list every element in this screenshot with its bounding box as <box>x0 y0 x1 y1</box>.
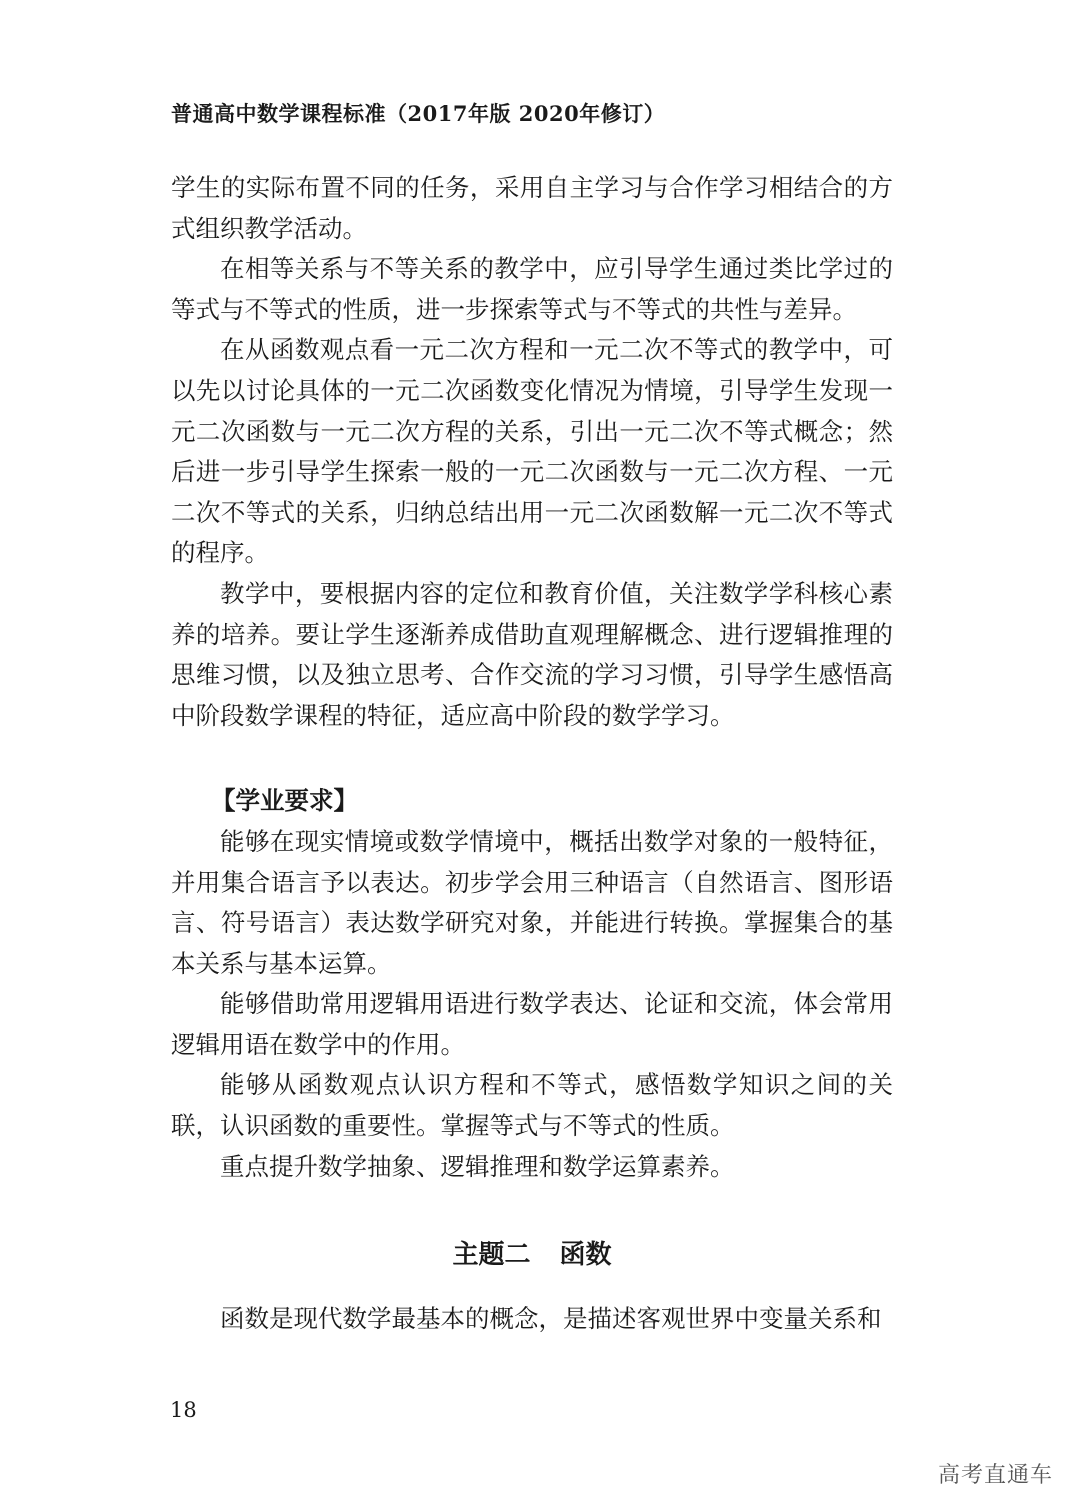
page-number: 18 <box>170 1398 197 1422</box>
paragraph: 在从函数观点看一元二次方程和一元二次不等式的教学中，可以先以讨论具体的一元二次函数变化情况为情境，引导学生发现一元二次函数与一元二次方程的关系，引出一元二次不等式概念；然后进一步引导学生探索一般的一元二次函数与一元二次方程、一元二次不等式的关系，归纳总结出用一元二次函数解一元二次不等式的程序。 <box>171 335 893 568</box>
topic-title: 主题二 函数 <box>452 1240 612 1271</box>
watermark: 高考直通车 <box>937 1463 1053 1488</box>
paragraph: 函数是现代数学最基本的概念，是描述客观世界中变量关系和 <box>220 1304 882 1334</box>
paragraph: 重点提升数学抽象、逻辑推理和数学运算素养。 <box>220 1151 735 1181</box>
page-header-title: 普通高中数学课程标准（2017年版 2020年修订） <box>171 101 666 126</box>
section-heading-academic-requirements: 【学业要求】 <box>211 786 358 816</box>
document-body <box>171 168 893 1340</box>
paragraph: 能够从函数观点认识方程和不等式，感悟数学知识之间的关联，认识函数的重要性。掌握等式与不等式的性质。 <box>171 1070 893 1141</box>
paragraph: 能够借助常用逻辑用语进行数学表达、论证和交流，体会常用逻辑用语在数学中的作用。 <box>171 989 893 1059</box>
paragraph: 在相等关系与不等关系的教学中，应引导学生通过类比学过的等式与不等式的性质，进一步探索等式与不等式的共性与差异。 <box>171 254 893 324</box>
paragraph: 教学中，要根据内容的定位和教育价值，关注数学学科核心素养的培养。要让学生逐渐养成借助直观理解概念、进行逻辑推理的思维习惯，以及独立思考、合作交流的学习习惯，引导学生感悟高中阶段数学课程的特征，适应高中阶段的数学学习。 <box>171 578 893 730</box>
paragraph: 能够在现实情境或数学情境中，概括出数学对象的一般特征，并用集合语言予以表达。初步学会用三种语言（自然语言、图形语言、符号语言）表达数学研究对象，并能进行转换。掌握集合的基本关系与基本运算。 <box>171 826 893 978</box>
paragraph: 学生的实际布置不同的任务，采用自主学习与合作学习相结合的方式组织教学活动。 <box>171 173 893 243</box>
